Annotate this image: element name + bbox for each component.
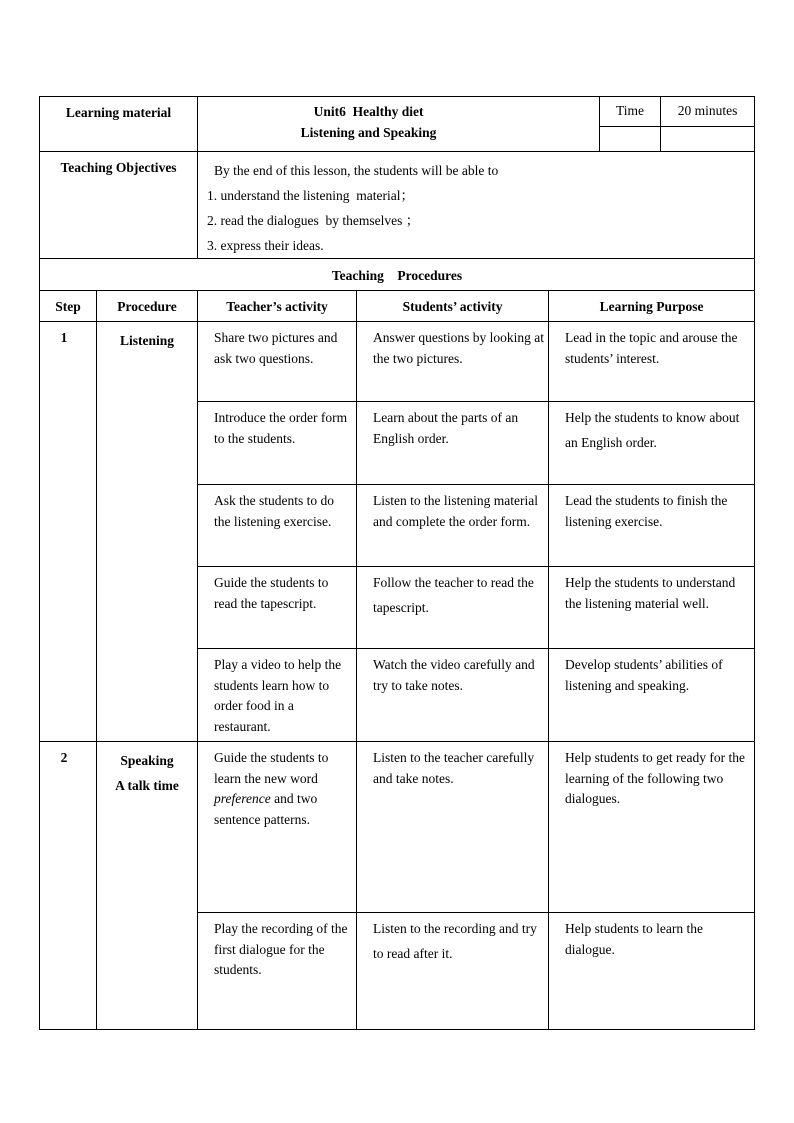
students-activity: Answer questions by looking at the two pictures. bbox=[357, 322, 549, 402]
empty-cell bbox=[661, 127, 755, 152]
empty-cell bbox=[600, 127, 661, 152]
students-activity: Follow the teacher to read the tapescript. bbox=[357, 567, 549, 649]
lesson-plan-sheet bbox=[39, 96, 754, 1030]
learning-purpose: Lead the students to finish the listening exercise. bbox=[549, 485, 755, 567]
teacher-activity-keyword: preference bbox=[214, 791, 271, 806]
objectives-intro: By the end of this lesson, the students will be able to bbox=[214, 163, 499, 178]
column-header-row bbox=[40, 291, 755, 322]
teacher-activity: Play the recording of the first dialogue for the students. bbox=[198, 913, 357, 1030]
column-header-teacher: Teacher’s activity bbox=[198, 291, 357, 322]
learning-purpose: Help students to get ready for the learning of the following two dialogues. bbox=[549, 742, 755, 913]
teacher-activity: Introduce the order form to the students. bbox=[198, 402, 357, 485]
students-activity: Listen to the listening material and complete the order form. bbox=[357, 485, 549, 567]
teacher-activity: Ask the students to do the listening exercise. bbox=[198, 485, 357, 567]
teacher-activity-text: Guide the students to learn the new word bbox=[214, 750, 329, 786]
learning-material-label-text: Learning material bbox=[65, 105, 172, 120]
students-activity: Listen to the recording and try to read after it. bbox=[357, 913, 549, 1030]
time-value: 20 minutes bbox=[661, 97, 755, 127]
objective-item: 1. understand the listening material； bbox=[207, 188, 414, 203]
learning-purpose: Lead in the topic and arouse the students’ interest. bbox=[549, 322, 755, 402]
procedure-name-line: A talk time bbox=[115, 778, 179, 793]
procedures-title: Teaching Procedures bbox=[40, 259, 755, 291]
procedures-title-row bbox=[40, 259, 755, 291]
learning-purpose: Develop students’ abilities of listening and speaking. bbox=[549, 649, 755, 742]
table-row bbox=[40, 742, 755, 913]
students-activity: Learn about the parts of an English order. bbox=[357, 402, 549, 485]
objectives-content bbox=[198, 152, 755, 259]
step-number: 2 bbox=[40, 742, 97, 1030]
students-activity: Watch the video carefully and try to take notes. bbox=[357, 649, 549, 742]
learning-material-label bbox=[40, 97, 198, 152]
procedure-name-line: Speaking bbox=[120, 753, 174, 768]
step-number: 1 bbox=[40, 322, 97, 742]
lesson-plan-table bbox=[39, 96, 755, 1030]
header-row bbox=[40, 97, 755, 127]
time-label: Time bbox=[600, 97, 661, 127]
students-activity: Listen to the teacher carefully and take notes. bbox=[357, 742, 549, 913]
learning-purpose: Help students to learn the dialogue. bbox=[549, 913, 755, 1030]
lesson-title-cell bbox=[198, 97, 600, 152]
column-header-purpose: Learning Purpose bbox=[549, 291, 755, 322]
teacher-activity-text: and two sentence patterns. bbox=[214, 791, 318, 827]
objective-item: 3. express their ideas. bbox=[207, 238, 324, 253]
unit-title: Unit6 Healthy diet bbox=[313, 104, 424, 119]
column-header-procedure: Procedure bbox=[97, 291, 198, 322]
teacher-activity bbox=[198, 742, 357, 913]
teacher-activity: Share two pictures and ask two questions. bbox=[198, 322, 357, 402]
column-header-step: Step bbox=[40, 291, 97, 322]
learning-purpose: Help the students to understand the listening material well. bbox=[549, 567, 755, 649]
objectives-row bbox=[40, 152, 755, 259]
table-row bbox=[40, 322, 755, 402]
lesson-title: Listening and Speaking bbox=[300, 125, 437, 140]
learning-purpose: Help the students to know about an English order. bbox=[549, 402, 755, 485]
teacher-activity: Guide the students to read the tapescript. bbox=[198, 567, 357, 649]
teacher-activity: Play a video to help the students learn how to order food in a restaurant. bbox=[198, 649, 357, 742]
objectives-label: Teaching Objectives bbox=[40, 152, 198, 259]
procedure-name-line: Listening bbox=[120, 333, 175, 348]
procedure-name bbox=[97, 742, 198, 1030]
procedure-name bbox=[97, 322, 198, 742]
column-header-students: Students’ activity bbox=[357, 291, 549, 322]
objective-item: 2. read the dialogues by themselves ； bbox=[207, 213, 420, 228]
